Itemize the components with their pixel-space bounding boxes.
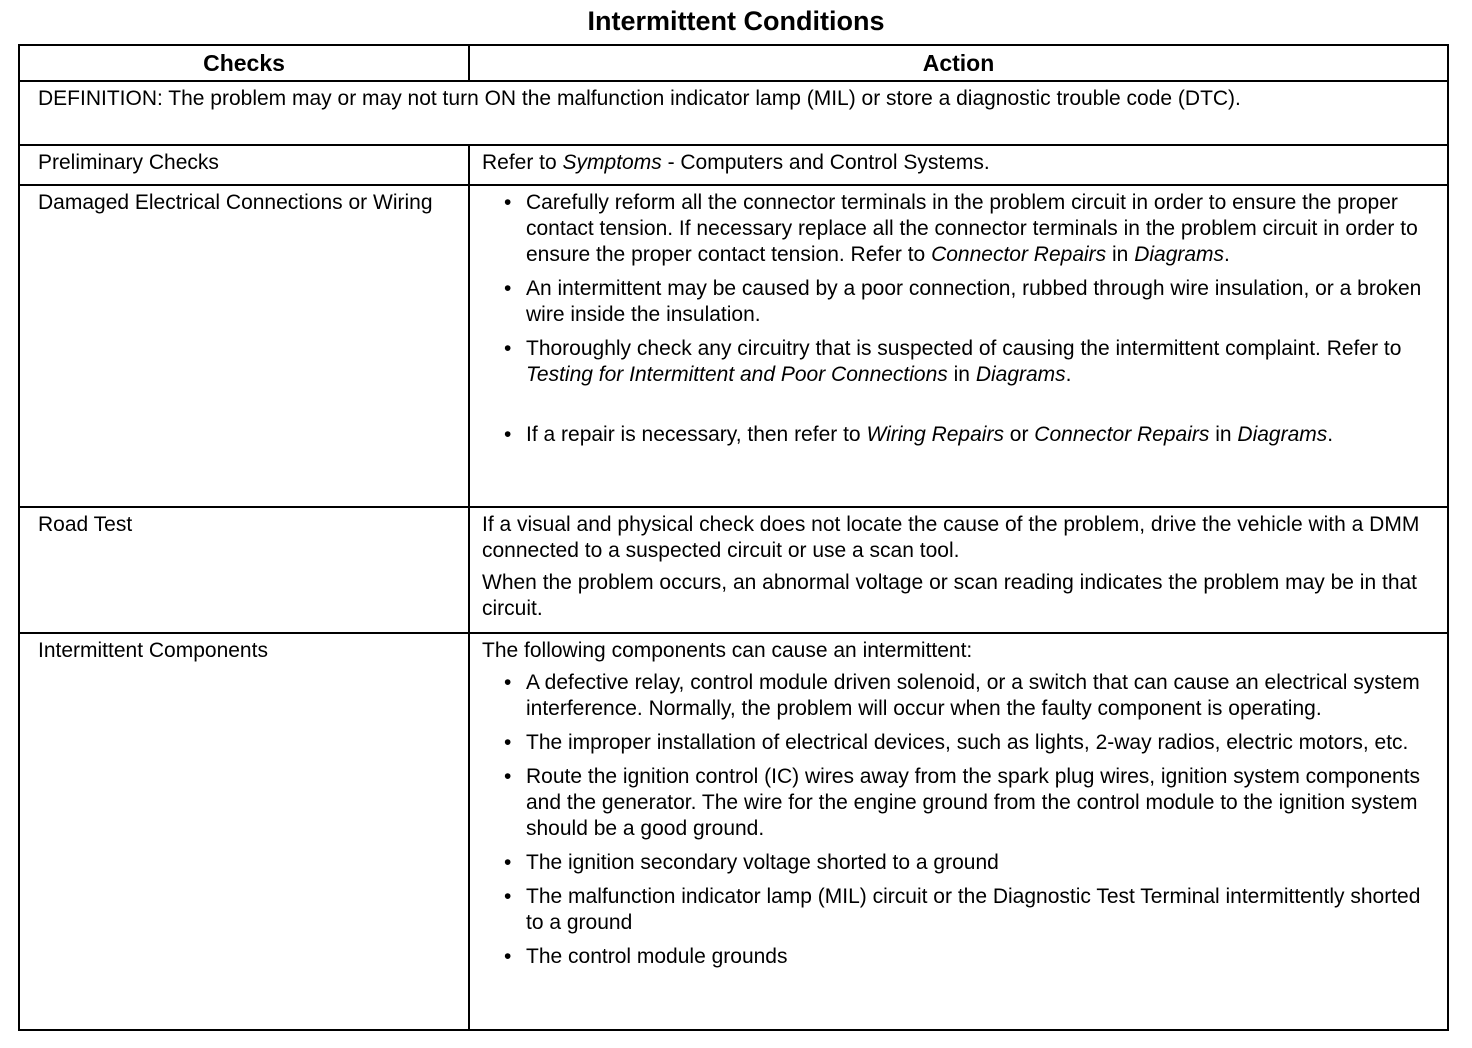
reference: Diagrams — [1237, 423, 1328, 446]
table-row — [19, 633, 1448, 1030]
paragraph: When the problem occurs, an abnormal voltage or scan reading indicates the problem may be in that circuit. — [482, 571, 1418, 620]
text: Refer to — [482, 151, 563, 174]
text: . — [1327, 423, 1334, 446]
document-title: Intermittent Conditions — [587, 6, 885, 36]
table-row — [19, 145, 1448, 185]
text: If a repair is necessary, then refer to — [526, 423, 867, 446]
reference: Diagrams — [1134, 243, 1225, 266]
intermittent-conditions-table — [18, 44, 1449, 1031]
text: Carefully reform all the connector terminals in the problem circuit in order to ensure the proper contact tension. If necessary replace all the connector terminals in the problem circuit in order to ensure the proper contact tension. Refer to — [526, 191, 1418, 266]
table-row — [19, 507, 1448, 633]
text: . — [1224, 243, 1230, 266]
reference: Connector Repairs — [931, 243, 1107, 266]
list-item: • The control module grounds — [526, 944, 1435, 970]
header-row — [19, 45, 1448, 81]
table-row — [19, 185, 1448, 507]
list-item: • An intermittent may be caused by a poor connection, rubbed through wire insulation, or a broken wire inside the insulation. — [526, 276, 1435, 328]
text: Thoroughly check any circuitry that is suspected of causing the intermittent complaint. Refer to — [526, 337, 1402, 360]
action-header: Action — [469, 45, 1448, 81]
check-label: Damaged Electrical Connections or Wiring — [19, 185, 469, 507]
action-cell — [469, 185, 1448, 507]
text: - Computers and Control Systems. — [661, 151, 990, 174]
list-item: • A defective relay, control module driven solenoid, or a switch that can cause an electrical system interference. Normally, the problem will occur when the faulty component is operating. — [526, 670, 1435, 722]
list-item — [526, 190, 1435, 268]
list-item: • Route the ignition control (IC) wires away from the spark plug wires, ignition system components and the generator. The wire for the engine ground from the control module to the ignition system should be a good ground. — [526, 764, 1435, 842]
text: . — [1065, 363, 1072, 386]
check-label: Road Test — [19, 507, 469, 633]
list-item — [526, 336, 1435, 388]
check-label: Preliminary Checks — [19, 145, 469, 185]
reference: Testing for Intermittent and Poor Connections — [526, 363, 948, 386]
paragraph: If a visual and physical check does not locate the cause of the problem, drive the vehicle with a DMM connected to a suspected circuit or use a scan tool. — [482, 513, 1420, 562]
list-item: • The ignition secondary voltage shorted to a ground — [526, 850, 1435, 876]
action-cell — [469, 145, 1448, 185]
paragraph: The following components can cause an intermittent: — [482, 639, 973, 662]
definition-text: DEFINITION: The problem may or may not turn ON the malfunction indicator lamp (MIL) or store a diagnostic trouble code (DTC). — [19, 81, 1448, 145]
definition-row — [19, 81, 1448, 145]
list-item — [526, 422, 1435, 448]
reference: Diagrams — [975, 363, 1066, 386]
text: in — [1209, 423, 1238, 446]
list-item: • The malfunction indicator lamp (MIL) circuit or the Diagnostic Test Terminal intermittently shorted to a ground — [526, 884, 1435, 936]
action-cell — [469, 507, 1448, 633]
text: in — [1106, 243, 1135, 266]
text: or — [1003, 423, 1035, 446]
action-cell — [469, 633, 1448, 1030]
text: in — [947, 363, 976, 386]
reference: Wiring Repairs — [866, 423, 1004, 446]
list-item: • The improper installation of electrical devices, such as lights, 2-way radios, electric motors, etc. — [526, 730, 1435, 756]
reference-link: Symptoms — [562, 151, 662, 174]
reference: Connector Repairs — [1034, 423, 1210, 446]
check-label: Intermittent Components — [19, 633, 469, 1030]
checks-header: Checks — [19, 45, 469, 81]
